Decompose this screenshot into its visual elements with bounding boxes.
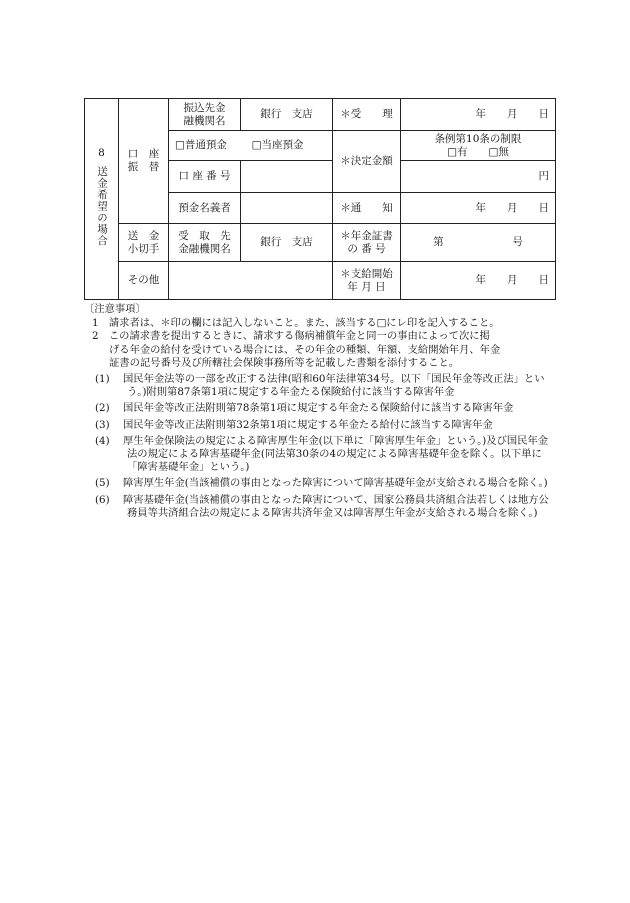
futsu-checkbox[interactable]: □普通預金	[175, 139, 227, 151]
sub-item-text: 国民年金法等の一部を改正する法律(昭和60年法律第34号。以下「国民年金等改正法」という。)附則第87条第1項に規定する年金たる保険給付に該当する障害年金	[123, 373, 545, 399]
uke-label: ＊受 理	[333, 99, 401, 131]
sonota-field[interactable]	[169, 262, 333, 300]
furikomisaki-label	[169, 99, 241, 131]
koza-furikae-line1: 口 座	[127, 148, 160, 160]
sub-item-number: (1)	[95, 373, 110, 386]
notes-section	[84, 303, 558, 520]
sokin-line2: 小切手	[127, 242, 160, 255]
tsuchi-label: ＊通 知	[333, 193, 401, 224]
sub-item-number: (5)	[95, 477, 110, 490]
sub-item-text: 国民年金等改正法附則第78条第1項に規定する年金たる保険給付に該当する障害年金	[123, 402, 514, 415]
sub-item-text: 厚生年金保険法の規定による障害厚生年金(以下単に「障害厚生年金」という。)及び国民年金法の規定による障害基礎年金(同法第30条の4の規定による障害基礎年金を除く。以下単に「障害基礎年金」という。)	[123, 434, 549, 474]
section-8-cell	[85, 99, 119, 300]
shikyu-date-field[interactable]: 年 月 日	[401, 262, 556, 300]
remittance-form-table	[84, 98, 556, 300]
note-item-1: 1 請求者は、＊印の欄には記入しないこと。また、該当する□にレ印を記入すること。	[92, 317, 500, 330]
note-item-2-line1: 2 この請求書を提出するときに、請求する傷病補償年金と同一の事由によって次に掲	[92, 330, 490, 343]
jorei-cell	[401, 131, 556, 161]
bank-branch-field-1[interactable]: 銀行 支店	[241, 99, 333, 131]
note-sub-item	[84, 477, 558, 490]
uke-date-field[interactable]: 年 月 日	[401, 99, 556, 131]
koza-bango-label: 口 座 番 号	[169, 161, 241, 193]
sub-item-number: (4)	[95, 434, 110, 447]
koza-bango-field[interactable]	[241, 161, 333, 193]
sonota-label: その他	[119, 262, 169, 300]
sub-item-number: (3)	[95, 418, 110, 431]
section-title: 送金希望の場合	[96, 166, 108, 247]
uketori-line2: 金融機関名	[178, 242, 231, 255]
note-sub-item	[84, 373, 558, 399]
note-sub-item	[84, 402, 558, 415]
kettei-amount-field[interactable]: 円	[401, 161, 556, 193]
go-text: 号	[512, 236, 523, 248]
uketori-line1: 受 取 先	[178, 229, 231, 242]
meigi-label: 預金名義者	[169, 193, 241, 224]
shikyu-label	[333, 262, 401, 300]
sub-item-number: (6)	[95, 493, 110, 506]
touza-checkbox[interactable]: □当座預金	[251, 139, 304, 151]
kettei-label: ＊決定金額	[333, 131, 401, 193]
uketori-label	[169, 224, 241, 262]
nenkin-line1: ＊年金証書	[340, 229, 393, 242]
sub-item-number: (2)	[95, 402, 110, 415]
note-sub-item	[84, 435, 558, 475]
nenkin-line2: の 番 号	[347, 242, 386, 255]
koza-furikae-line2: 振 替	[127, 161, 160, 173]
jorei-line1: 条例第10条の制限	[434, 132, 522, 145]
sokin-label	[119, 224, 169, 262]
shikyu-line1: ＊支給開始	[340, 267, 393, 280]
note-sub-item	[84, 494, 558, 520]
meigi-field[interactable]	[241, 193, 333, 224]
section-number: 8	[98, 147, 105, 160]
sokin-line1: 送 金	[127, 229, 160, 242]
furikomisaki-line1: 振込先金	[183, 101, 226, 114]
note-item-2-line2: げる年金の給付を受けている場合には、その年金の種類、年額、支給開始年月、年金	[109, 343, 501, 356]
note-item-2-line3: 証書の記号番号及び所轄社会保険事務所等を記載した書類を添付すること。	[109, 356, 460, 369]
note-sub-item	[84, 419, 558, 432]
dai-text: 第	[433, 236, 444, 248]
nenkin-number-field[interactable]	[401, 224, 556, 262]
sub-item-text: 国民年金等改正法附則第32条第1項に規定する年金たる給付に該当する障害年金	[123, 418, 493, 431]
furikomisaki-line2: 融機関名	[183, 114, 226, 127]
notes-heading: 〔注意事項〕	[84, 303, 146, 315]
jorei-checkboxes[interactable]: □有 □無	[447, 145, 509, 158]
nenkin-label	[333, 224, 401, 262]
account-type-cell	[169, 131, 333, 161]
sub-item-text: 障害厚生年金(当該補償の事由となった障害について障害基礎年金が支給される場合を除く。)	[123, 477, 548, 490]
tsuchi-date-field[interactable]: 年 月 日	[401, 193, 556, 224]
shikyu-line2: 年 月 日	[347, 280, 386, 293]
koza-furikae-cell	[119, 99, 169, 224]
sub-item-text: 障害基礎年金(当該補償の事由となった障害について、国家公務員共済組合法若しくは地方公務員等共済組合法の規定による障害共済年金又は障害厚生年金が支給される場合を除く。)	[123, 493, 549, 519]
bank-branch-field-2[interactable]: 銀行 支店	[241, 224, 333, 262]
